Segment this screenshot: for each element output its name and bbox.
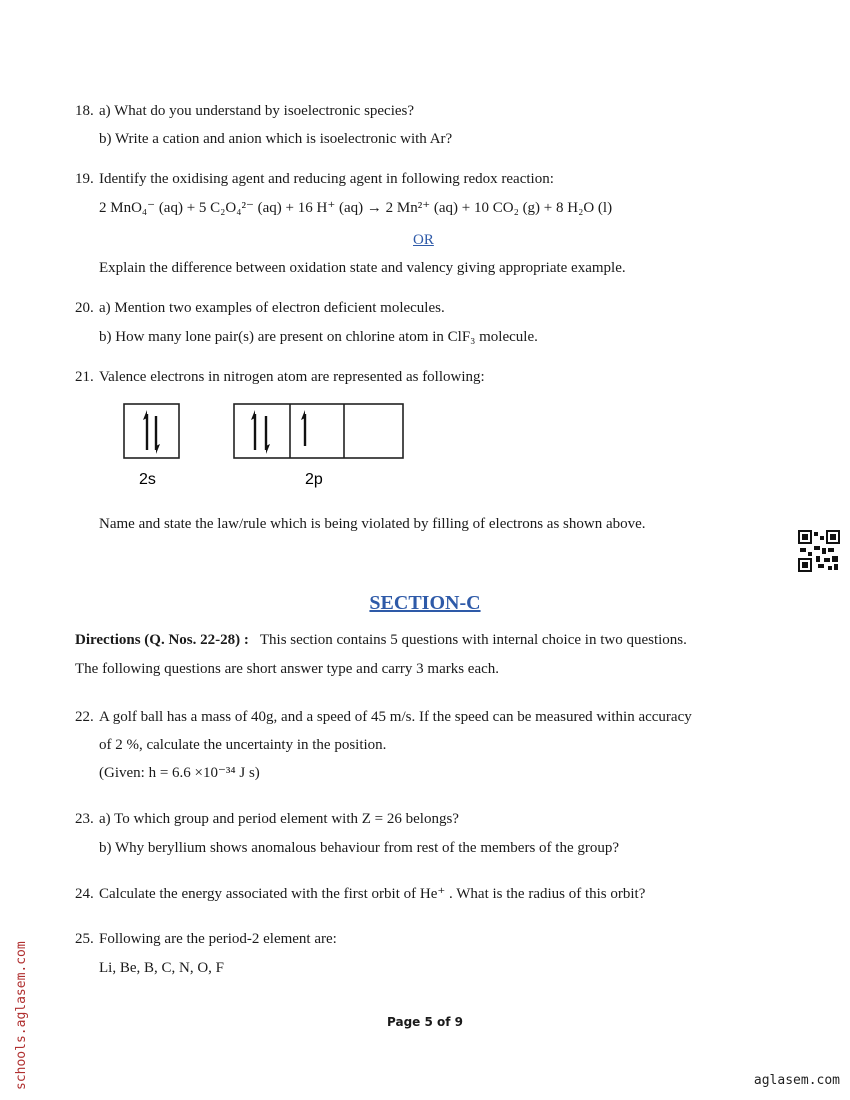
question-21-text: Valence electrons in nitrogen atom are represented as following: bbox=[99, 369, 485, 385]
question-23-part-a: a) To which group and period element with Z = 26 belongs? bbox=[99, 811, 459, 827]
question-number: 25. bbox=[75, 931, 94, 947]
question-22-line-1: A golf ball has a mass of 40g, and a speed of 45 m/s. If the speed can be measured within accuracy bbox=[99, 709, 692, 725]
qr-code[interactable] bbox=[798, 530, 840, 572]
side-watermark[interactable]: schools.aglasem.com bbox=[14, 941, 29, 1090]
question-21-rule: Name and state the law/rule which is being violated by filling of electrons as shown above. bbox=[99, 516, 646, 532]
question-number: 24. bbox=[75, 886, 94, 902]
page-number: Page 5 of 9 bbox=[387, 1015, 463, 1029]
directions-text: This section contains 5 questions with internal choice in two questions. bbox=[259, 632, 687, 648]
footer-watermark[interactable]: aglasem.com bbox=[753, 1073, 840, 1088]
or-link[interactable]: OR bbox=[413, 232, 434, 248]
arrow-down-icon bbox=[266, 416, 270, 454]
redox-reaction: 2 MnO₄⁻ (aq) + 5 C₂O₄²⁻ (aq) + 16 H⁺ (aq) → 2 Mn²⁺ (aq) + 10 CO₂ (g) + 8 H₂O (l) bbox=[99, 200, 613, 216]
arrow-up-icon bbox=[251, 410, 255, 450]
arrow-up-icon bbox=[301, 410, 305, 446]
question-25-text: Following are the period-2 element are: bbox=[99, 931, 337, 947]
orbital-box-2s bbox=[124, 404, 179, 458]
orbital-label-2p: 2p bbox=[305, 471, 323, 488]
directions-line-2: The following questions are short answer type and carry 3 marks each. bbox=[75, 661, 500, 677]
question-20-part-a: a) Mention two examples of electron deficient molecules. bbox=[99, 300, 445, 316]
question-22-given: (Given: h = 6.6 ×10⁻³⁴ J s) bbox=[99, 765, 260, 781]
question-number: 19. bbox=[75, 171, 94, 187]
question-24-text: Calculate the energy associated with the first orbit of He⁺ . What is the radius of this orbit? bbox=[99, 886, 646, 902]
question-number: 23. bbox=[75, 811, 94, 827]
question-19-text: Identify the oxidising agent and reducing agent in following redox reaction: bbox=[99, 171, 554, 187]
question-18-part-b: b) Write a cation and anion which is isoelectronic with Ar? bbox=[99, 131, 453, 147]
question-number: 20. bbox=[75, 300, 94, 316]
question-25-elements: Li, Be, B, C, N, O, F bbox=[99, 960, 225, 976]
directions-label: Directions (Q. Nos. 22-28) : bbox=[75, 632, 249, 648]
question-20-part-b: b) How many lone pair(s) are present on chlorine atom in ClF₃ molecule. bbox=[99, 329, 538, 345]
question-23-part-b: b) Why beryllium shows anomalous behaviour from rest of the members of the group? bbox=[99, 840, 620, 856]
arrow-down-icon bbox=[156, 416, 160, 454]
question-19-alternative: Explain the difference between oxidation state and valency giving appropriate example. bbox=[99, 260, 626, 276]
arrow-up-icon bbox=[143, 410, 147, 450]
section-title: SECTION-C bbox=[369, 592, 481, 614]
question-number: 22. bbox=[75, 709, 94, 725]
question-18-part-a: a) What do you understand by isoelectronic species? bbox=[99, 103, 415, 119]
orbital-label-2s: 2s bbox=[139, 471, 156, 488]
directions bbox=[75, 631, 687, 649]
orbital-box-2p bbox=[234, 404, 403, 458]
question-22-line-2: of 2 %, calculate the uncertainty in the position. bbox=[99, 737, 387, 753]
question-number: 18. bbox=[75, 103, 94, 119]
orbital-diagram bbox=[115, 398, 415, 498]
question-number: 21. bbox=[75, 369, 94, 385]
